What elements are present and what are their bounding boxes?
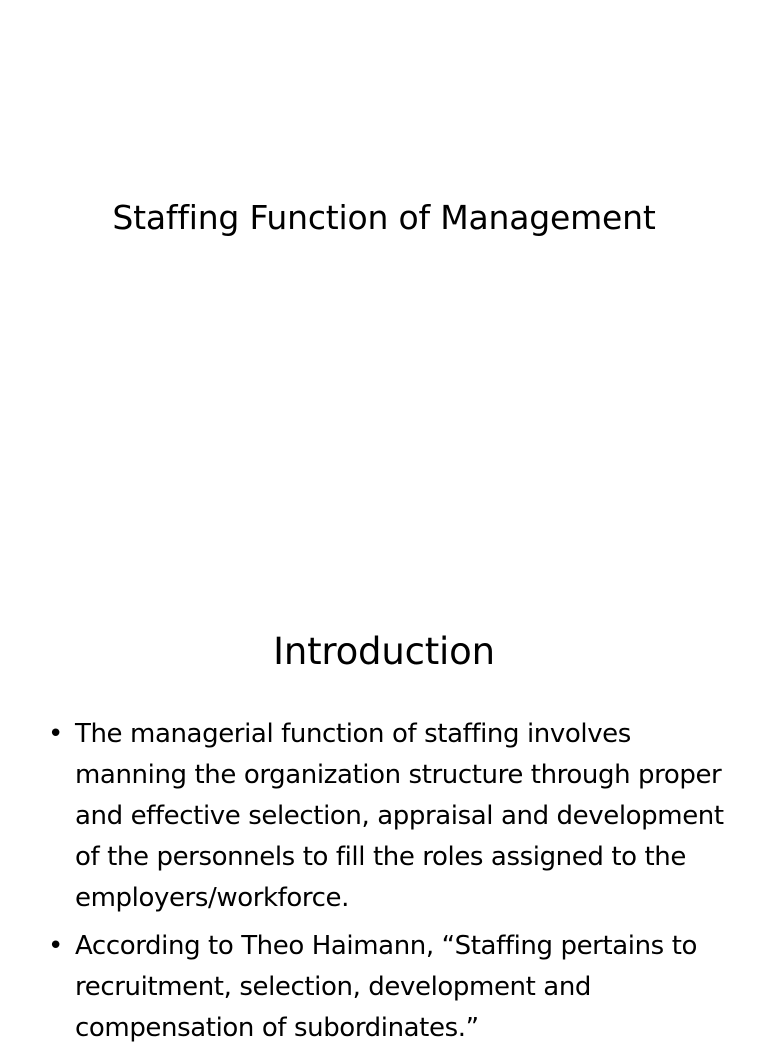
introduction-heading: Introduction — [273, 630, 495, 673]
slide-title-text: Staffing Function of Management — [112, 198, 656, 237]
bullet-dot-icon: • — [48, 719, 63, 749]
bullet-list — [46, 714, 736, 1056]
slide-introduction — [0, 576, 768, 1043]
bullet-item — [46, 714, 736, 919]
bullet-item — [46, 926, 736, 1049]
bullet-dot-icon: • — [48, 931, 63, 961]
bullet-text: According to Theo Haimann, “Staffing pertains to recruitment, selection, development and compensation of subordinates.” — [75, 931, 697, 1043]
bullet-text: The managerial function of staffing involves manning the organization structure through proper and effective selection, appraisal and development of the personnels to fill the roles assigned to the employers/workforce. — [75, 719, 724, 913]
